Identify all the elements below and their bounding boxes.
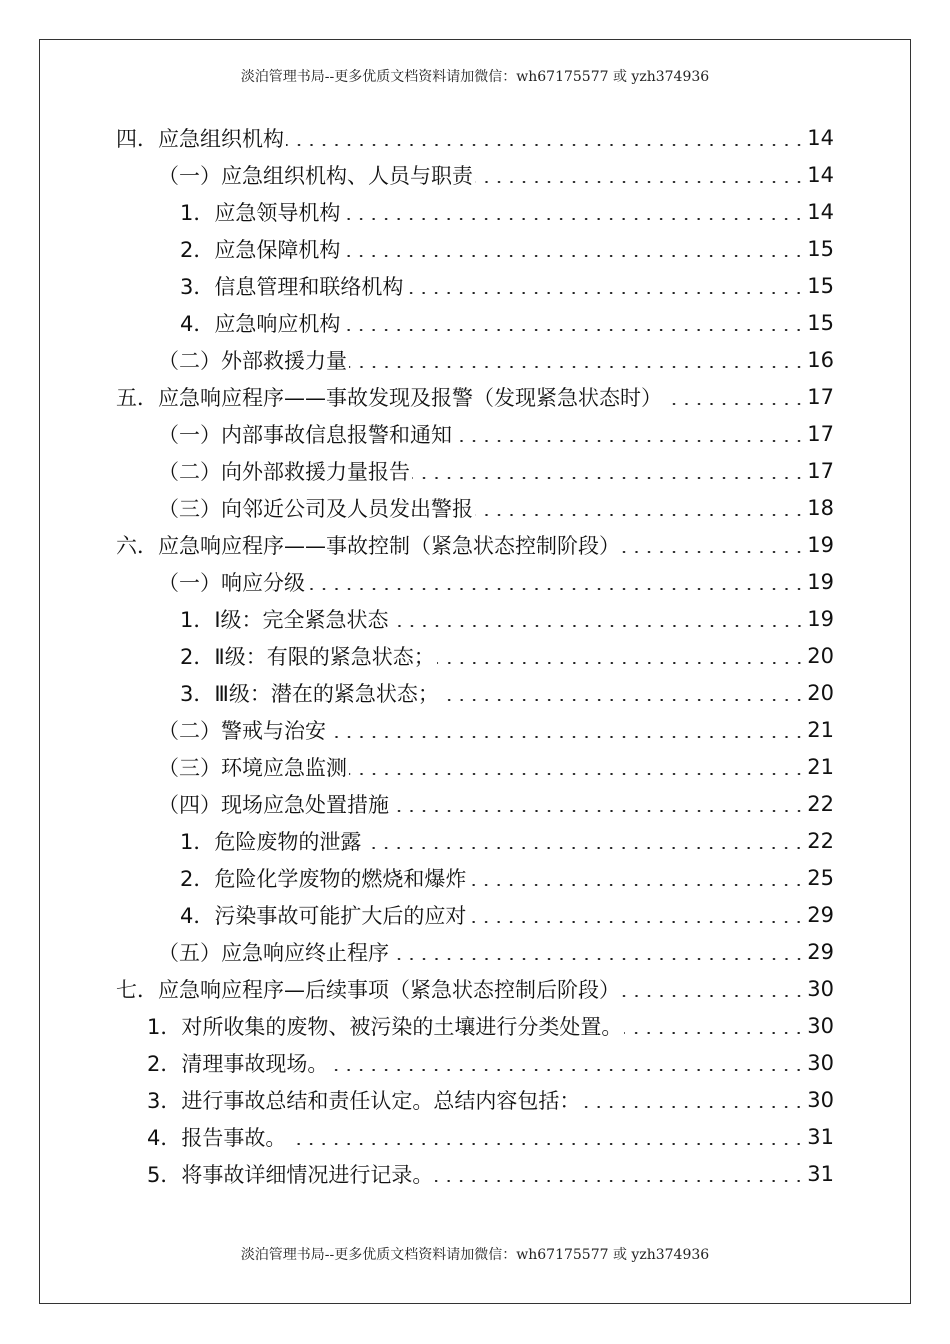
toc-dot-leader bbox=[622, 995, 805, 997]
toc-entry[interactable] bbox=[158, 452, 834, 489]
toc-entry-title: （二）警戒与治安 bbox=[158, 718, 326, 743]
toc-entry-title: 四．应急组织机构 bbox=[116, 126, 284, 151]
toc-entry-page: 29 bbox=[807, 939, 834, 964]
toc-entry[interactable] bbox=[147, 1081, 834, 1118]
toc-entry[interactable] bbox=[180, 230, 834, 267]
toc-entry[interactable] bbox=[180, 304, 834, 341]
toc-dot-leader bbox=[342, 329, 805, 331]
toc-entry-title: 5．将事故详细情况进行记录。 bbox=[147, 1162, 434, 1187]
toc-dot-leader bbox=[475, 514, 805, 516]
toc-dot-leader bbox=[391, 625, 806, 627]
toc-entry-page: 15 bbox=[807, 236, 834, 261]
toc-entry-page: 30 bbox=[807, 1013, 834, 1038]
toc-entry-page: 31 bbox=[807, 1124, 834, 1149]
toc-dot-leader bbox=[330, 1069, 805, 1071]
toc-entry-page: 14 bbox=[807, 162, 834, 187]
toc-entry[interactable] bbox=[158, 341, 834, 378]
page-header: 淡泊管理书局--更多优质文档资料请加微信：wh67175577 或 yzh374936 bbox=[240, 69, 710, 85]
toc-entry-page: 20 bbox=[807, 680, 834, 705]
toc-entry-title: （三）环境应急监测 bbox=[158, 755, 347, 780]
toc-entry[interactable] bbox=[158, 415, 834, 452]
toc-dot-leader bbox=[622, 551, 805, 553]
toc-entry[interactable] bbox=[180, 859, 834, 896]
toc-dot-leader bbox=[307, 588, 805, 590]
toc-entry-title: （三）向邻近公司及人员发出警报 bbox=[158, 496, 473, 521]
toc-dot-leader bbox=[441, 699, 805, 701]
toc-entry-title: 2．清理事故现场。 bbox=[147, 1051, 329, 1076]
toc-entry-page: 30 bbox=[807, 1050, 834, 1075]
toc-entry-title: 2．危险化学废物的燃烧和爆炸 bbox=[180, 866, 467, 891]
toc-entry-page: 21 bbox=[807, 717, 834, 742]
toc-entry-title: 六．应急响应程序——事故控制（紧急状态控制阶段） bbox=[116, 533, 620, 558]
toc-entry-page: 20 bbox=[807, 643, 834, 668]
toc-entry-title: 4．污染事故可能扩大后的应对 bbox=[180, 903, 467, 928]
page-footer: 淡泊管理书局--更多优质文档资料请加微信：wh67175577 或 yzh374936 bbox=[240, 1247, 710, 1263]
toc-entry-title: 4．应急响应机构 bbox=[180, 311, 341, 336]
toc-entry-title: （四）现场应急处置措施 bbox=[158, 792, 389, 817]
toc-entry-title: 1．对所收集的废物、被污染的土壤进行分类处置。 bbox=[147, 1014, 623, 1039]
toc-entry-title: 3．Ⅲ级：潜在的紧急状态； bbox=[180, 681, 439, 706]
toc-entry-title: 七．应急响应程序—后续事项（紧急状态控制后阶段） bbox=[116, 977, 620, 1002]
toc-entry[interactable] bbox=[116, 119, 834, 156]
toc-entry[interactable] bbox=[116, 378, 834, 415]
toc-entry-page: 30 bbox=[807, 1087, 834, 1112]
toc-entry[interactable] bbox=[180, 637, 834, 674]
toc-dot-leader bbox=[349, 366, 805, 368]
toc-entry[interactable] bbox=[147, 1118, 834, 1155]
toc-entry-page: 14 bbox=[807, 125, 834, 150]
toc-entry-page: 21 bbox=[807, 754, 834, 779]
toc-entry[interactable] bbox=[158, 748, 834, 785]
toc-dot-leader bbox=[342, 218, 805, 220]
toc-entry-page: 19 bbox=[807, 606, 834, 631]
toc-entry-page: 31 bbox=[807, 1161, 834, 1186]
toc-entry-page: 30 bbox=[807, 976, 834, 1001]
toc-entry[interactable] bbox=[147, 1044, 834, 1081]
toc-entry-page: 29 bbox=[807, 902, 834, 927]
toc-entry-page: 19 bbox=[807, 569, 834, 594]
toc-entry-title: （一）响应分级 bbox=[158, 570, 305, 595]
toc-entry-page: 15 bbox=[807, 273, 834, 298]
toc-dot-leader bbox=[435, 1180, 805, 1182]
toc-entry[interactable] bbox=[116, 526, 834, 563]
toc-entry-page: 14 bbox=[807, 199, 834, 224]
toc-dot-leader bbox=[363, 847, 805, 849]
toc-entry-title: 1．Ⅰ级：完全紧急状态 bbox=[180, 607, 389, 632]
toc-entry[interactable] bbox=[180, 600, 834, 637]
toc-entry[interactable] bbox=[116, 970, 834, 1007]
toc-entry-page: 19 bbox=[807, 532, 834, 557]
toc-entry[interactable] bbox=[158, 933, 834, 970]
toc-dot-leader bbox=[349, 773, 805, 775]
toc-entry-page: 17 bbox=[807, 421, 834, 446]
toc-dot-leader bbox=[468, 921, 805, 923]
toc-entry-page: 22 bbox=[807, 791, 834, 816]
toc-entry[interactable] bbox=[158, 489, 834, 526]
toc-dot-leader bbox=[412, 477, 805, 479]
toc-dot-leader bbox=[468, 884, 805, 886]
toc-dot-leader bbox=[286, 144, 805, 146]
toc-entry-page: 22 bbox=[807, 828, 834, 853]
toc-entry-title: （五）应急响应终止程序 bbox=[158, 940, 389, 965]
toc-entry[interactable] bbox=[180, 896, 834, 933]
toc-dot-leader bbox=[342, 255, 805, 257]
toc-dot-leader bbox=[624, 1032, 805, 1034]
toc-dot-leader bbox=[405, 292, 805, 294]
toc-entry-title: 3．进行事故总结和责任认定。总结内容包括： bbox=[147, 1088, 581, 1113]
toc-entry-title: 五．应急响应程序——事故发现及报警（发现紧急状态时） bbox=[116, 385, 662, 410]
toc-entry[interactable] bbox=[158, 563, 834, 600]
toc-entry[interactable] bbox=[180, 822, 834, 859]
toc-entry-title: （一）内部事故信息报警和通知 bbox=[158, 422, 452, 447]
toc-dot-leader bbox=[475, 181, 805, 183]
toc-entry-title: 2．应急保障机构 bbox=[180, 237, 341, 262]
toc-dot-leader bbox=[391, 958, 805, 960]
toc-entry-page: 25 bbox=[807, 865, 834, 890]
toc-entry-title: 2．Ⅱ级：有限的紧急状态； bbox=[180, 644, 435, 669]
toc-entry-title: （一）应急组织机构、人员与职责 bbox=[158, 163, 473, 188]
toc-entry-page: 17 bbox=[807, 384, 834, 409]
toc-entry-title: 3．信息管理和联络机构 bbox=[180, 274, 404, 299]
toc-entry-title: 1．危险废物的泄露 bbox=[180, 829, 362, 854]
toc-entry[interactable] bbox=[180, 267, 834, 304]
toc-entry-page: 16 bbox=[807, 347, 834, 372]
toc-entry-title: （二）外部救援力量 bbox=[158, 348, 347, 373]
toc-entry-page: 17 bbox=[807, 458, 834, 483]
toc-dot-leader bbox=[664, 403, 805, 405]
toc-entry-title: 1．应急领导机构 bbox=[180, 200, 341, 225]
toc-entry[interactable] bbox=[158, 711, 834, 748]
toc-entry-title: （二）向外部救援力量报告 bbox=[158, 459, 410, 484]
toc-entry[interactable] bbox=[147, 1155, 834, 1192]
toc-entry-page: 18 bbox=[807, 495, 834, 520]
toc-entry-title: 4．报告事故。 bbox=[147, 1125, 287, 1150]
toc-entry[interactable] bbox=[147, 1007, 834, 1044]
toc-entry[interactable] bbox=[180, 193, 834, 230]
toc-dot-leader bbox=[437, 662, 806, 664]
toc-dot-leader bbox=[288, 1143, 805, 1145]
toc-dot-leader bbox=[454, 440, 805, 442]
toc-dot-leader bbox=[391, 810, 805, 812]
toc-entry[interactable] bbox=[158, 785, 834, 822]
toc-entry[interactable] bbox=[158, 156, 834, 193]
toc-dot-leader bbox=[328, 736, 805, 738]
toc-dot-leader bbox=[582, 1106, 805, 1108]
toc-entry[interactable] bbox=[180, 674, 834, 711]
toc-entry-page: 15 bbox=[807, 310, 834, 335]
